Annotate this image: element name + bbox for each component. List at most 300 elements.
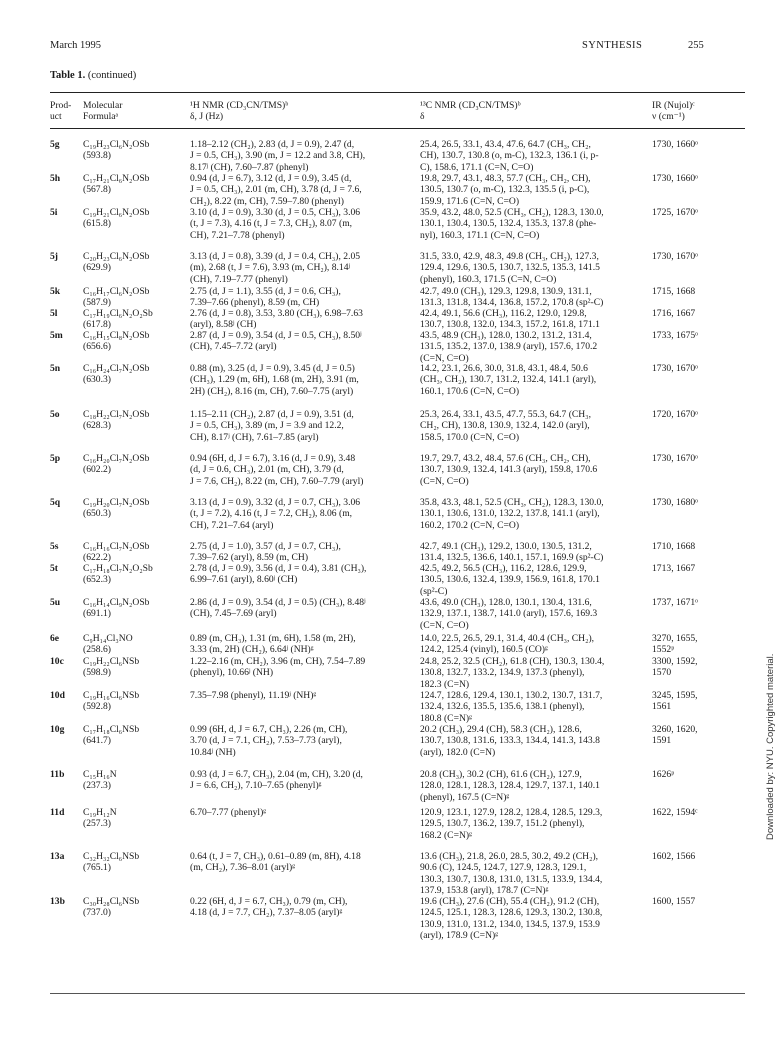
product-id: 5l [50,308,58,319]
cell-line: 132.4, 132.6, 135.5, 135.6, 138.1 (phenyl), [420,701,585,713]
cell-line: 6.70–7.77 (phenyl)ᵍ [190,807,267,818]
cell-line: 25.4, 26.5, 33.1, 43.4, 47.6, 64.7 (CH₃, CH₂, [420,139,591,150]
molecular-formula [83,541,183,564]
cell-line: 130.9, 131.0, 131.2, 134.0, 134.5, 137.9, 153.9 [420,918,600,930]
header-line: IR (Nujol)ᶜ [652,100,695,111]
molecular-formula [83,851,183,874]
cell-line: 3.10 (d, J = 0.9), 3.30 (d, J = 0.5, CH₃), 3.06 [190,207,361,218]
cell-line: 0.93 (d, J = 6.7, CH₃), 2.04 (m, CH), 3.20 (d, [190,769,363,780]
cell-line: nyl), 160.3, 171.1 (C=N, C=O) [420,229,540,241]
cell-line: 1.22–2.16 (m, CH₂), 3.96 (m, CH), 7.54–7.89 [190,656,366,667]
cell-line: 182.3 (C=N) [420,678,470,690]
c-nmr-data [420,656,638,690]
cell-line: 3270, 1655, [652,633,698,644]
h-nmr-data [190,286,408,309]
cell-line: (587.9) [83,297,111,309]
cell-line: 0.94 (6H, d, J = 6.7), 3.16 (d, J = 0.9), 3.48 [190,453,356,464]
cell-line: C₁₉H₂₀Cl₇N₂OSb [83,497,150,508]
cell-line: CH₂), 8.22 (m, CH), 7.59–7.80 (phenyl) [190,195,344,207]
cell-line: (aryl), 178.9 (C=N)ᵍ [420,929,499,941]
c-nmr-data [420,563,638,597]
cell-line: C₁₆H₁₄Cl₉N₂OSb [83,597,150,608]
cell-line: 131.5, 135.2, 137.0, 138.9 (aryl), 157.6, 170.2 [420,341,598,353]
h-nmr-data [190,656,408,679]
cell-line: 42.5, 49.2, 56.5 (CH₃), 116.2, 128.6, 129.9, [420,563,587,574]
h-nmr-data [190,497,408,531]
cell-line: 2.78 (d, J = 0.9), 3.56 (d, J = 0.4), 3.81 (CH₃), [190,563,367,574]
cell-line: CH₂, CH), 130.8, 130.9, 132.4, 142.0 (aryl), [420,420,590,432]
cell-line: C), 158.6, 171.1 (C=N, C=O) [420,161,534,173]
h-nmr-data [190,363,408,397]
product-id: 6e [50,633,60,644]
ir-data [652,851,748,862]
cell-line: 137.9, 153.8 (aryl), 178.7 (C=N)ᵍ [420,884,549,896]
product-id: 5s [50,541,59,552]
cell-line: J = 7.6, CH₂), 8.22 (m, CH), 7.60–7.79 (aryl) [190,475,364,487]
cell-line: (sp²-C) [420,585,448,597]
table-header-rule [50,128,745,129]
cell-line: 10.84ʲ (NH) [190,746,236,758]
cell-line: 6.99–7.61 (aryl), 8.60ʲ (CH) [190,574,298,586]
cell-line: CH), 8.17ʲ (CH), 7.61–7.85 (aryl) [190,431,319,443]
table-caption-suffix: (continued) [85,70,137,81]
cell-line: 1730, 1670ᵒ [652,251,698,262]
cell-line: 14.2, 23.1, 26.6, 30.0, 31.8, 43.1, 48.4, 50.6 [420,363,588,374]
cell-line: 19.6 (CH₃), 27.6 (CH), 55.4 (CH₂), 91.2 (CH), [420,896,600,907]
cell-line: 128.0, 128.1, 128.3, 128.4, 129.7, 137.1, 140.1 [420,780,600,792]
cell-line: 130.3, 130.7, 130.8, 131.0, 131.5, 133.9, 134.4, [420,873,603,885]
download-watermark-text: Downloaded by: NYU. Copyrighted material. [765,653,776,840]
cell-line: 7.35–7.98 (phenyl), 11.19ʲ (NH)ᵍ [190,690,317,701]
cell-line: C₁₇H₂₁Cl₆N₂OSb [83,173,150,184]
cell-line: 42.4, 49.1, 56.6 (CH₃), 116.2, 129.0, 129.8, [420,308,587,319]
cell-line: (phenyl), 10.66ʲ (NH) [190,667,274,679]
cell-line: 1733, 1675ᵒ [652,330,698,341]
cell-line: (aryl), 8.58ʲ (CH) [190,319,257,331]
issue-date: March 1995 [50,40,102,51]
cell-line: 7.39–7.62 (aryl), 8.59 (m, CH) [190,552,309,564]
cell-line: 7.39–7.66 (phenyl), 8.59 (m, CH) [190,297,320,309]
cell-line: 2.75 (d, J = 1.1), 3.55 (d, J = 0.6, CH₃), [190,286,341,297]
ir-data [652,690,748,713]
header-line: ¹³C NMR (CD₃CN/TMS)ᵇ [420,100,521,111]
cell-line: 3260, 1620, [652,724,698,735]
cell-line: 42.7, 49.0 (CH₃), 129.3, 129.8, 130.9, 131.1, [420,286,592,297]
cell-line: 42.7, 49.1 (CH₃), 129.2, 130.0, 130.5, 131.2, [420,541,592,552]
cell-line: (C=N, C=O) [420,475,469,487]
cell-line: 3245, 1595, [652,690,698,701]
cell-line: J = 0.5, CH₃), 3.90 (m, J = 12.2 and 3.8, CH), [190,150,366,162]
molecular-formula [83,563,183,586]
c-nmr-data [420,633,638,656]
molecular-formula [83,139,183,162]
molecular-formula [83,497,183,520]
cell-line: C₁₆H₁₆Cl₇N₂OSb [83,541,150,552]
cell-line: 158.5, 170.0 (C=N, C=O) [420,431,520,443]
cell-line: 1730, 1670ᵒ [652,453,698,464]
cell-line: C₁₉H₂₁Cl₆N₂OSb [83,207,150,218]
cell-line: 1720, 1670ᵒ [652,409,698,420]
cell-line: 2.75 (d, J = 1.0), 3.57 (d, J = 0.7, CH₃), [190,541,341,552]
c-nmr-data [420,807,638,841]
cell-line: C₁₇H₁₉Cl₆N₂O₂Sb [83,308,153,319]
molecular-formula [83,597,183,620]
column-header-c-nmr [420,100,638,122]
cell-line: (656.6) [83,341,111,353]
cell-line: 1730, 1660ᵒ [652,173,698,184]
ir-data [652,330,748,341]
ir-data [652,173,748,184]
cell-line: 8.17ʲ (CH), 7.60–7.87 (phenyl) [190,161,309,173]
molecular-formula [83,251,183,274]
c-nmr-data [420,173,638,207]
cell-line: 131.4, 132.5, 136.6, 140.1, 157.1, 169.9 (sp²-C) [420,552,604,564]
cell-line: 0.89 (m, CH₃), 1.31 (m, 6H), 1.58 (m, 2H), [190,633,356,644]
c-nmr-data [420,139,638,173]
product-id: 13b [50,896,65,907]
molecular-formula [83,363,183,386]
molecular-formula [83,656,183,679]
cell-line: (CH), 7.45–7.72 (aryl) [190,341,277,353]
cell-line: 13.6 (CH₃), 21.8, 26.0, 28.5, 30.2, 49.2 (CH₂), [420,851,599,862]
cell-line: 130.8, 132.7, 133.2, 134.9, 137.3 (phenyl), [420,667,585,679]
cell-line: (m), 2.68 (t, J = 7.6), 3.93 (m, CH₂), 8.14ʲ [190,262,351,274]
cell-line: 3.13 (d, J = 0.8), 3.39 (d, J = 0.4, CH₃), 2.05 [190,251,361,262]
cell-line: 130.1, 130.6, 131.0, 132.2, 137.8, 141.1 (aryl), [420,508,600,520]
cell-line: 130.7, 130.8, 131.6, 133.3, 134.4, 141.3, 143.8 [420,735,600,747]
cell-line: (652.3) [83,574,111,586]
cell-line: 1622, 1594ᶜ [652,807,698,818]
molecular-formula [83,690,183,713]
product-id: 5h [50,173,61,184]
cell-line: 1716, 1667 [652,308,696,319]
product-id: 5q [50,497,61,508]
cell-line: (t, J = 7.2), 4.16 (t, J = 7.2, CH₂), 8.06 (m, [190,508,353,520]
product-id: 5i [50,207,58,218]
cell-line: J = 0.5, CH₃), 2.01 (m, CH), 3.78 (d, J = 7.6, [190,184,362,196]
ir-data [652,541,748,552]
cell-line: 1591 [652,735,672,747]
ir-data [652,769,748,780]
cell-line: 130.1, 130.4, 130.5, 132.4, 135.3, 137.8 (phe- [420,218,597,230]
cell-line: 1552ᵖ [652,644,675,656]
molecular-formula [83,308,183,331]
c-nmr-data [420,690,638,724]
cell-line: 14.0, 22.5, 26.5, 29.1, 31.4, 40.4 (CH₃, CH₂), [420,633,595,644]
table-caption [50,70,136,81]
h-nmr-data [190,541,408,564]
cell-line: 124.7, 128.6, 129.4, 130.1, 130.2, 130.7, 131.7, [420,690,603,701]
molecular-formula [83,330,183,353]
cell-line: 1.18–2.12 (CH₂), 2.83 (d, J = 0.9), 2.47 (d, [190,139,355,150]
cell-line: (C=N, C=O) [420,352,469,364]
h-nmr-data [190,896,408,919]
cell-line: 43.5, 48.9 (CH₃), 128.0, 130.2, 131.2, 131.4, [420,330,592,341]
ir-data [652,139,748,150]
cell-line: 1730, 1680ᵒ [652,497,698,508]
column-header-formula [83,100,183,122]
download-watermark [765,560,777,840]
c-nmr-data [420,453,638,487]
cell-line: 160.1, 170.6 (C=N, C=O) [420,385,520,397]
cell-line: 3.70 (d, J = 7.1, CH₂), 7.53–7.73 (aryl), [190,735,342,747]
cell-line: 1710, 1668 [652,541,696,552]
cell-line: (628.3) [83,420,111,432]
molecular-formula [83,633,183,656]
cell-line: 90.6 (C), 124.5, 124.7, 127.9, 128.3, 129.1, [420,862,587,874]
cell-line: 43.6, 49.0 (CH₃), 128.0, 130.1, 130.4, 131.6, [420,597,592,608]
cell-line: 3.13 (d, J = 0.9), 3.32 (d, J = 0.7, CH₃), 3.06 [190,497,361,508]
h-nmr-data [190,690,408,701]
ir-data [652,597,748,608]
c-nmr-data [420,363,638,397]
cell-line: C₁₈H₂₂Cl₇N₂OSb [83,409,150,420]
cell-line: C₃₂H₃₂Cl₆NSb [83,851,140,862]
c-nmr-data [420,597,638,631]
table-label: Table 1. [50,70,86,81]
cell-line: C₁₇H₁₈Cl₇N₂O₂Sb [83,563,153,574]
cell-line: (617.8) [83,319,111,331]
cell-line: C₉H₁₄Cl₃NO [83,633,133,644]
cell-line: 130.7, 130.8, 132.0, 134.3, 157.2, 161.8, 171.1 [420,319,600,331]
product-id: 5p [50,453,61,464]
cell-line: C₁₉H₁₂N [83,807,117,818]
cell-line: (CH), 7.45–7.69 (aryl) [190,608,277,620]
cell-line: 1715, 1668 [652,286,696,297]
header-line: δ, J (Hz) [190,111,224,122]
cell-line: (615.8) [83,218,111,230]
cell-line: 168.2 (C=N)ᵍ [420,829,472,841]
cell-line: 1561 [652,701,672,713]
cell-line: 20.2 (CH₃), 29.4 (CH), 58.3 (CH₂), 128.6, [420,724,582,735]
cell-line: (C=N, C=O) [420,619,469,631]
cell-line: C₁₉H₂₃Cl₆N₂OSb [83,139,150,150]
ir-data [652,497,748,508]
c-nmr-data [420,409,638,443]
cell-line: 1626ᵖ [652,769,675,780]
cell-line: (691.1) [83,608,111,620]
header-line: ¹H NMR (CD₃CN/TMS)ᵇ [190,100,289,111]
cell-line: J = 0.5, CH₃), 3.89 (m, J = 3.9 and 12.2, [190,420,344,432]
cell-line: C₃₀H₂₈Cl₆NSb [83,896,140,907]
cell-line: 180.8 (C=N)ᵍ [420,712,472,724]
cell-line: (phenyl), 160.3, 171.5 (C=N, C=O) [420,273,557,285]
header-line: uct [50,111,62,122]
ir-data [652,724,748,747]
c-nmr-data [420,286,638,309]
c-nmr-data [420,330,638,364]
cell-line: C₂₀H₂₃Cl₆N₂OSb [83,251,150,262]
c-nmr-data [420,896,638,941]
c-nmr-data [420,851,638,896]
ir-data [652,563,748,574]
product-id: 5t [50,563,58,574]
cell-line: C₁₆H₂₄Cl₇N₂OSb [83,363,150,374]
h-nmr-data [190,409,408,443]
cell-line: (641.7) [83,735,111,747]
cell-line: C₁₉H₁₆Cl₆NSb [83,690,140,701]
cell-line: 0.88 (m), 3.25 (d, J = 0.9), 3.45 (d, J = 0.5) [190,363,355,374]
ir-data [652,363,748,374]
cell-line: 1570 [652,667,672,679]
cell-line: 0.94 (d, J = 6.7), 3.12 (d, J = 0.9), 3.45 (d, [190,173,352,184]
cell-line: 130.5, 130.6, 132.4, 139.9, 156.9, 161.8, 170.1 [420,574,600,586]
cell-line: 19.8, 29.7, 43.1, 48.3, 57.7 (CH₃, CH₂, CH), [420,173,591,184]
c-nmr-data [420,207,638,241]
cell-line: 0.99 (6H, d, J = 6.7, CH₃), 2.26 (m, CH), [190,724,348,735]
product-id: 11b [50,769,65,780]
cell-line: (593.8) [83,150,111,162]
product-id: 5m [50,330,63,341]
cell-line: CH), 7.21–7.78 (phenyl) [190,229,285,241]
column-header-ir [652,100,748,122]
header-line: δ [420,111,425,122]
cell-line: (567.8) [83,184,111,196]
product-id: 13a [50,851,65,862]
cell-line: 3.33 (m, 2H) (CH₂), 6.64ʲ (NH)ᵍ [190,644,314,656]
h-nmr-data [190,308,408,331]
product-id: 5o [50,409,60,420]
cell-line: CH), 7.21–7.64 (aryl) [190,519,274,531]
molecular-formula [83,769,183,792]
product-id: 10g [50,724,65,735]
cell-line: (d, J = 0.6, CH₃), 2.01 (m, CH), 3.79 (d, [190,464,344,476]
cell-line: C₁₉H₂₂Cl₆NSb [83,656,140,667]
cell-line: 2H) (CH₂), 8.16 (m, CH), 7.60–7.75 (aryl) [190,385,354,397]
cell-line: (CH₃), 1.29 (m, 6H), 1.68 (m, 2H), 3.91 (m, [190,374,359,386]
column-header-h-nmr [190,100,408,122]
cell-line: 19.7, 29.7, 43.2, 48.4, 57.6 (CH₃, CH₂, CH), [420,453,591,464]
molecular-formula [83,453,183,476]
cell-line: (598.9) [83,667,111,679]
molecular-formula [83,286,183,309]
cell-line: 2.86 (d, J = 0.9), 3.54 (d, J = 0.5) (CH₃), 8.48ʲ [190,597,366,608]
h-nmr-data [190,139,408,173]
cell-line: 160.2, 170.2 (C=N, C=O) [420,519,520,531]
ir-data [652,286,748,297]
cell-line: (622.2) [83,552,111,564]
product-id: 5g [50,139,60,150]
c-nmr-data [420,769,638,803]
h-nmr-data [190,633,408,656]
cell-line: 1.15–2.11 (CH₂), 2.87 (d, J = 0.9), 3.51 (d, [190,409,354,420]
cell-line: 1725, 1670ᵒ [652,207,698,218]
page-number: 255 [688,40,704,51]
product-id: 10d [50,690,65,701]
molecular-formula [83,724,183,747]
cell-line: 1713, 1667 [652,563,696,574]
ir-data [652,207,748,218]
cell-line: J = 6.6, CH₂), 7.10–7.65 (phenyl)ᵍ [190,780,322,792]
cell-line: 159.9, 171.6 (C=N, C=O) [420,195,520,207]
cell-line: C₁₆H₁₇Cl₆N₂OSb [83,286,150,297]
molecular-formula [83,409,183,432]
cell-line: CH), 130.7, 130.8 (o, m-C), 132.3, 136.1 (i, p- [420,150,599,162]
cell-line: 1602, 1566 [652,851,696,862]
cell-line: 1737, 1671ᵒ [652,597,698,608]
cell-line: 20.8 (CH₃), 30.2 (CH), 61.6 (CH₂), 127.9, [420,769,582,780]
cell-line: 4.18 (d, J = 7.7, CH₂), 7.37–8.05 (aryl)ᵍ [190,907,343,919]
ir-data [652,409,748,420]
cell-line: (602.2) [83,464,111,476]
product-id: 5u [50,597,61,608]
ir-data [652,251,748,262]
cell-line: 124.5, 125.1, 128.3, 128.6, 129.3, 130.2, 130.8, [420,907,603,919]
cell-line: (257.3) [83,818,111,830]
cell-line: 124.2, 125.4 (vinyl), 160.5 (CO)ᵍ [420,644,548,656]
h-nmr-data [190,173,408,207]
cell-line: (CH), 7.19–7.77 (phenyl) [190,273,288,285]
header-line: ν (cm⁻¹) [652,111,685,122]
cell-line: 132.9, 137.1, 138.7, 141.0 (aryl), 157.6, 169.3 [420,608,598,620]
h-nmr-data [190,807,408,818]
cell-line: (258.6) [83,644,111,656]
cell-line: (phenyl), 167.5 (C=N)ᵍ [420,791,510,803]
product-id: 5j [50,251,58,262]
cell-line: C₁₅H₁₆N [83,769,117,780]
cell-line: 1730, 1670ᵒ [652,363,698,374]
cell-line: 31.5, 33.0, 42.9, 48.3, 49.8 (CH₃, CH₂), 127.3, [420,251,599,262]
product-id: 10c [50,656,64,667]
header-line: Prod- [50,100,72,111]
cell-line: 0.64 (t, J = 7, CH₃), 0.61–0.89 (m, 8H), 4.18 [190,851,361,862]
cell-line: 1600, 1557 [652,896,696,907]
h-nmr-data [190,724,408,758]
cell-line: 0.22 (6H, d, J = 6.7, CH₃), 0.79 (m, CH), [190,896,348,907]
product-id: 11d [50,807,65,818]
ir-data [652,308,748,319]
cell-line: (630.3) [83,374,111,386]
cell-line: 2.76 (d, J = 0.8), 3.53, 3.80 (CH₃), 6.98–7.63 [190,308,363,319]
cell-line: (t, J = 7.3), 4.16 (t, J = 7.3, CH₂), 8.07 (m, [190,218,353,230]
cell-line: (aryl), 182.0 (C=N) [420,746,496,758]
cell-line: C₁₆H₁₅Cl₈N₂OSb [83,330,150,341]
table-bottom-rule [50,993,745,994]
c-nmr-data [420,497,638,531]
molecular-formula [83,207,183,230]
cell-line: (629.9) [83,262,111,274]
product-id: 5n [50,363,61,374]
column-header-product [50,100,82,122]
cell-line: (737.0) [83,907,111,919]
cell-line: 1730, 1660ᵒ [652,139,698,150]
ir-data [652,896,748,907]
cell-line: (592.8) [83,701,111,713]
ir-data [652,656,748,679]
h-nmr-data [190,851,408,874]
ir-data [652,633,748,656]
cell-line: 35.9, 43.2, 48.0, 52.5 (CH₃, CH₂), 128.3, 130.0, [420,207,604,218]
molecular-formula [83,896,183,919]
molecular-formula [83,807,183,830]
cell-line: 130.5, 130.7 (o, m-C), 132.3, 135.5 (i, p-C), [420,184,590,196]
h-nmr-data [190,207,408,241]
cell-line: 3300, 1592, [652,656,698,667]
cell-line: (m, CH₂), 7.36–8.01 (aryl)ᵍ [190,862,296,874]
cell-line: 120.9, 123.1, 127.9, 128.2, 128.4, 128.5, 129.3, [420,807,603,818]
cell-line: 2.87 (d, J = 0.9), 3.54 (d, J = 0.5, CH₃), 8.50ʲ [190,330,362,341]
product-id: 5k [50,286,61,297]
journal-name: SYNTHESIS [582,40,643,51]
cell-line: C₁₇H₁₈Cl₆NSb [83,724,140,735]
cell-line: 35.8, 43.3, 48.1, 52.5 (CH₃, CH₂), 128.3, 130.0, [420,497,604,508]
cell-line: (650.3) [83,508,111,520]
cell-line: 24.8, 25.2, 32.5 (CH₂), 61.8 (CH), 130.3, 130.4, [420,656,605,667]
cell-line: 130.7, 130.9, 132.4, 141.3 (aryl), 159.8, 170.6 [420,464,598,476]
h-nmr-data [190,330,408,353]
ir-data [652,807,748,818]
h-nmr-data [190,453,408,487]
